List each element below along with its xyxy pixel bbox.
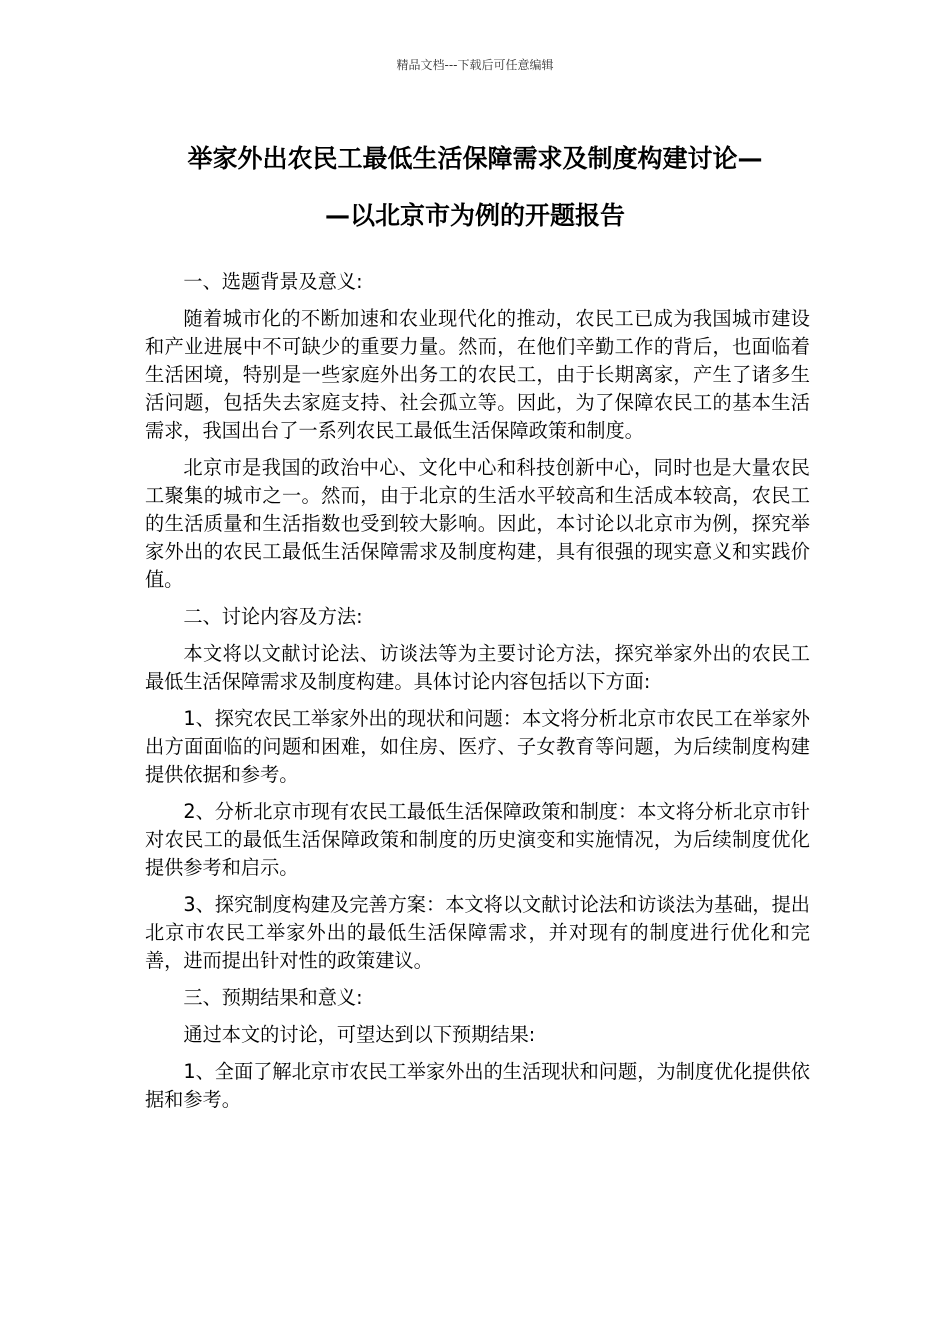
list-item: 1、探究农民工举家外出的现状和问题：本文将分析北京市农民工在举家外出方面面临的问题和困难，如住房、医疗、子女教育等问题，为后续制度构建提供依据和参考。 [145, 707, 810, 786]
list-item: 2、分析北京市现有农民工最低生活保障政策和制度：本文将分析北京市针对农民工的最低生活保障政策和制度的历史演变和实施情况，为后续制度优化提供参考和启示。 [145, 800, 810, 879]
list-item: 3、探究制度构建及完善方案：本文将以文献讨论法和访谈法为基础，提出北京市农民工举家外出的最低生活保障需求，并对现有的制度进行优化和完善，进而提出针对性的政策建议。 [145, 893, 810, 972]
section-heading-content-methods: 二、讨论内容及方法: [183, 605, 363, 628]
section-heading-expected-results: 三、预期结果和意义: [183, 986, 363, 1009]
document-title [140, 130, 810, 244]
list-item: 1、全面了解北京市农民工举家外出的生活现状和问题，为制度优化提供依据和参考。 [145, 1060, 810, 1111]
paragraph: 北京市是我国的政治中心、文化中心和科技创新中心，同时也是大量农民工聚集的城市之一。然而，由于北京的生活水平较高和生活成本较高，农民工的生活质量和生活指数也受到较大影响。因此，本讨论以北京市为例，探究举家外出的农民工最低生活保障需求及制度构建，具有很强的现实意义和实践价值。 [145, 456, 810, 591]
header-note: 精品文档---下载后可任意编辑 [396, 58, 554, 72]
section-heading-background: 一、选题背景及意义: [183, 270, 363, 293]
paragraph: 随着城市化的不断加速和农业现代化的推动，农民工已成为我国城市建设和产业进展中不可缺少的重要力量。然而，在他们辛勤工作的背后，也面临着生活困境，特别是一些家庭外出务工的农民工，由于长期离家，产生了诸多生活问题，包括失去家庭支持、社会孤立等。因此，为了保障农民工的基本生活需求，我国出台了一系列农民工最低生活保障政策和制度。 [145, 307, 810, 442]
document-body [145, 268, 810, 1123]
title-line-2: —以北京市为例的开题报告 [324, 201, 625, 230]
title-line-1: 举家外出农民工最低生活保障需求及制度构建讨论— [187, 144, 763, 173]
paragraph: 通过本文的讨论，可望达到以下预期结果: [183, 1023, 536, 1046]
paragraph: 本文将以文献讨论法、访谈法等为主要讨论方法，探究举家外出的农民工最低生活保障需求及制度构建。具体讨论内容包括以下方面: [145, 642, 810, 693]
